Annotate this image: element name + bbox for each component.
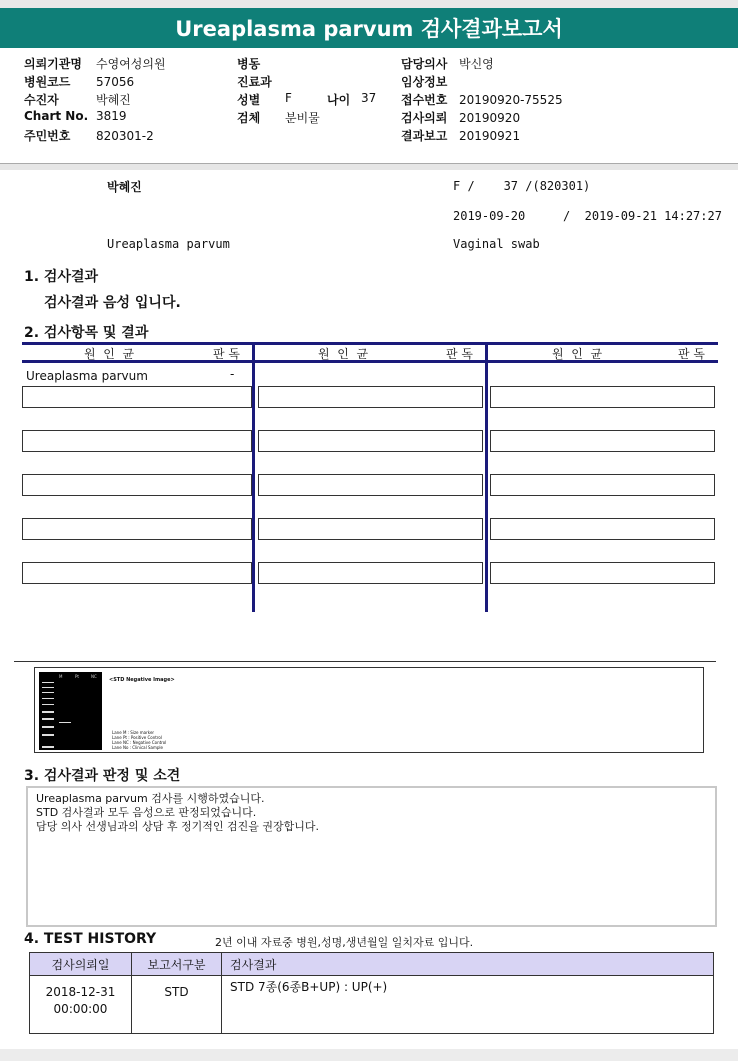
info-value: 20190920-75525	[459, 93, 563, 107]
result-box	[22, 430, 252, 452]
info-label: 담당의사	[401, 57, 448, 71]
info-value-sex: F	[285, 91, 292, 105]
history-header-row	[30, 953, 714, 976]
info-value-age: 37	[361, 91, 377, 105]
result-box	[258, 562, 483, 584]
gel-lane-label: Pt	[75, 674, 79, 679]
info-value: 수영여성의원	[96, 57, 166, 71]
test-name: Ureaplasma parvum	[107, 237, 230, 251]
opinion-line: STD 검사결과 모두 음성으로 판정되었습니다.	[36, 806, 257, 819]
section-1-result: 검사결과 음성 입니다.	[44, 295, 181, 311]
history-time: 00:00:00	[53, 1002, 108, 1016]
info-column-1	[24, 55, 244, 145]
result-box	[258, 430, 483, 452]
col-header-judgment: 판 독	[213, 347, 240, 361]
result-box	[22, 386, 252, 408]
section-3-heading: 3. 검사결과 판정 및 소견	[24, 768, 181, 784]
col-header-judgment: 판 독	[446, 347, 473, 361]
history-date-cell	[30, 976, 132, 1034]
info-label-dept: 진료과	[237, 75, 272, 89]
result-box	[490, 474, 715, 496]
info-label-age: 나이	[327, 93, 351, 107]
gel-image	[39, 672, 102, 750]
opinion-line: Ureaplasma parvum 검사를 시행하였습니다.	[36, 792, 265, 805]
gel-lane-label: M	[59, 674, 63, 679]
table-column-divider	[252, 342, 255, 612]
col-header-pathogen: 원 인 균	[552, 347, 603, 361]
history-col-header: 검사의뢰일	[30, 953, 132, 976]
info-value: 박신영	[459, 57, 494, 71]
info-label: 주민번호	[24, 129, 71, 143]
info-value: 20190921	[459, 129, 521, 143]
result-box	[258, 518, 483, 540]
gel-legend-line: Lane No : Clinical Sample	[112, 745, 163, 750]
report-title: Ureaplasma parvum 검사결과보고서	[0, 8, 738, 48]
pathogen-name: Ureaplasma parvum	[26, 369, 148, 383]
info-label: 결과보고	[401, 129, 448, 143]
section-1-heading: 1. 검사결과	[24, 269, 99, 285]
result-box	[490, 430, 715, 452]
history-table	[29, 952, 714, 1034]
col-header-pathogen: 원 인 균	[318, 347, 369, 361]
info-label: 임상정보	[401, 75, 448, 89]
info-label: 의뢰기관명	[24, 57, 82, 71]
result-box	[258, 474, 483, 496]
top-border	[0, 0, 738, 8]
patient-name: 박혜진	[107, 180, 142, 194]
divider-band	[0, 164, 738, 170]
gel-top-rule	[14, 661, 716, 662]
history-date: 2018-12-31	[45, 985, 116, 999]
info-label-ward: 병동	[237, 57, 261, 71]
info-label: 병원코드	[24, 75, 71, 89]
col-header-judgment: 판 독	[678, 347, 705, 361]
result-box	[490, 386, 715, 408]
gel-caption: <STD Negative Image>	[109, 677, 175, 683]
history-col-header: 보고서구분	[132, 953, 222, 976]
info-label: Chart No.	[24, 109, 89, 123]
info-value: 20190920	[459, 111, 521, 125]
gel-legend-line: Lane M : Size marker	[112, 730, 155, 735]
section-2-heading: 2. 검사항목 및 결과	[24, 325, 149, 341]
bottom-border	[0, 1049, 738, 1061]
result-box	[22, 518, 252, 540]
pathogen-judgment: -	[230, 367, 235, 381]
history-note: 2년 이내 자료중 병원,성명,생년월일 일치자료 입니다.	[215, 936, 474, 949]
table-column-divider	[485, 342, 488, 612]
history-type: STD	[132, 976, 222, 1034]
info-label-specimen: 검체	[237, 111, 261, 125]
col-header-pathogen: 원 인 균	[84, 347, 135, 361]
patient-sex-age: F / 37 /(820301)	[453, 179, 591, 193]
opinion-line: 담당 의사 선생님과의 상담 후 정기적인 검진을 권장합니다.	[36, 820, 319, 833]
info-label-sex: 성별	[237, 93, 261, 107]
info-column-2	[237, 55, 397, 127]
date-received: 2019-09-20	[453, 209, 526, 223]
info-value: 박혜진	[96, 93, 131, 107]
info-value: 57056	[96, 75, 135, 89]
result-box	[22, 562, 252, 584]
info-label: 수진자	[24, 93, 59, 107]
specimen-type: Vaginal swab	[453, 237, 540, 251]
opinion-box	[26, 786, 717, 927]
result-box	[22, 474, 252, 496]
result-box	[258, 386, 483, 408]
result-box	[490, 562, 715, 584]
gel-lane-label: NC	[91, 674, 97, 679]
gel-image-frame	[34, 667, 704, 753]
info-value: 3819	[96, 109, 127, 123]
gel-legend-line: Lane NC : Negative Control	[112, 740, 167, 745]
gel-legend-line: Lane Pt : Positive Control	[112, 735, 162, 740]
history-result: STD 7종(6종B+UP) : UP(+)	[222, 976, 714, 1034]
result-box	[490, 518, 715, 540]
info-value-specimen: 분비물	[285, 111, 320, 125]
info-value: 820301-2	[96, 129, 154, 143]
history-row	[30, 976, 714, 1034]
info-label: 검사의뢰	[401, 111, 448, 125]
info-column-3	[401, 55, 731, 145]
history-col-header: 검사결과	[222, 953, 714, 976]
section-4-heading: 4. TEST HISTORY	[24, 931, 157, 947]
date-reported: / 2019-09-21 14:27:27	[563, 209, 722, 223]
info-label: 접수번호	[401, 93, 448, 107]
